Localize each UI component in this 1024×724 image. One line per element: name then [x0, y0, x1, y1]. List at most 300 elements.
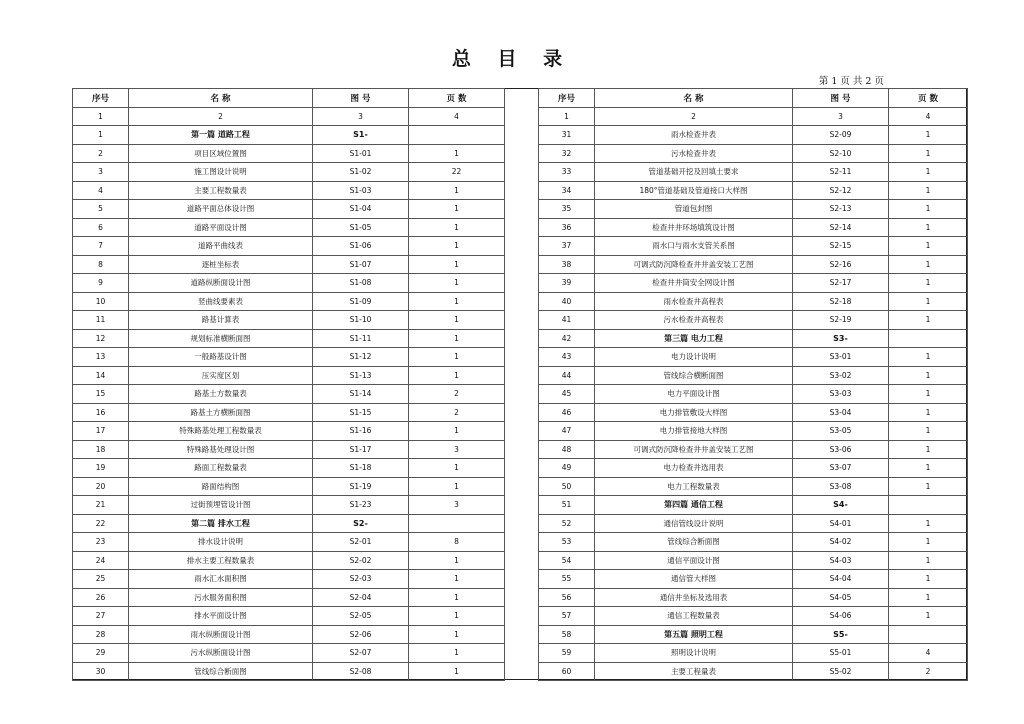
cell-name: 道路平面总体设计图 — [129, 200, 313, 219]
cell-page-count: 1 — [409, 329, 505, 348]
table-row — [73, 311, 505, 330]
table-row — [73, 551, 505, 570]
cell-drawing-code: S4- — [793, 496, 889, 515]
cell-drawing-code: S2-02 — [313, 551, 409, 570]
cell-drawing-code: S3-07 — [793, 459, 889, 478]
cell-page-count: 2 — [409, 403, 505, 422]
header-no: 序号 — [539, 89, 595, 108]
cell-page-count: 1 — [889, 237, 968, 256]
cell-page-count: 1 — [889, 218, 968, 237]
column-number: 3 — [793, 107, 889, 126]
cell-page-count: 1 — [409, 644, 505, 663]
table-row — [539, 144, 968, 163]
cell-number: 10 — [73, 292, 129, 311]
cell-number: 2 — [73, 144, 129, 163]
table-row — [73, 366, 505, 385]
table-row — [539, 644, 968, 663]
cell-drawing-code: S2-14 — [793, 218, 889, 237]
table-row — [539, 255, 968, 274]
cell-number: 16 — [73, 403, 129, 422]
cell-name: 第三篇 电力工程 — [595, 329, 793, 348]
cell-number: 55 — [539, 570, 595, 589]
header-code: 图 号 — [313, 89, 409, 108]
cell-drawing-code: S4-05 — [793, 588, 889, 607]
cell-name: 特殊路基处理工程数量表 — [129, 422, 313, 441]
cell-name: 项目区域位置图 — [129, 144, 313, 163]
cell-drawing-code: S2-19 — [793, 311, 889, 330]
cell-name: 主要工程量表 — [595, 662, 793, 681]
cell-name: 竖曲线要素表 — [129, 292, 313, 311]
cell-name: 电力排管敷设大样图 — [595, 403, 793, 422]
cell-name: 道路平曲线表 — [129, 237, 313, 256]
cell-drawing-code: S2-07 — [313, 644, 409, 663]
cell-page-count: 1 — [409, 218, 505, 237]
cell-drawing-code: S2-13 — [793, 200, 889, 219]
cell-number: 46 — [539, 403, 595, 422]
cell-drawing-code: S1-23 — [313, 496, 409, 515]
cell-name: 电力排管接地大样图 — [595, 422, 793, 441]
cell-name: 污水服务面积图 — [129, 588, 313, 607]
section-row — [539, 496, 968, 515]
cell-drawing-code: S1-02 — [313, 163, 409, 182]
column-number: 2 — [595, 107, 793, 126]
cell-number: 22 — [73, 514, 129, 533]
cell-page-count: 1 — [409, 274, 505, 293]
cell-name: 道路纵断面设计图 — [129, 274, 313, 293]
table-row — [73, 163, 505, 182]
cell-page-count: 1 — [889, 163, 968, 182]
table-row — [73, 477, 505, 496]
cell-page-count: 1 — [889, 459, 968, 478]
cell-page-count: 1 — [409, 181, 505, 200]
cell-page-count: 1 — [409, 551, 505, 570]
cell-name: 第一篇 道路工程 — [129, 126, 313, 145]
cell-drawing-code: S1-16 — [313, 422, 409, 441]
cell-drawing-code: S1-10 — [313, 311, 409, 330]
cell-drawing-code: S4-02 — [793, 533, 889, 552]
header-no: 序号 — [73, 89, 129, 108]
table-row — [73, 440, 505, 459]
cell-drawing-code: S2-10 — [793, 144, 889, 163]
cell-number: 25 — [73, 570, 129, 589]
column-number: 1 — [73, 107, 129, 126]
column-number-row — [73, 107, 505, 126]
column-number: 4 — [889, 107, 968, 126]
cell-page-count: 1 — [889, 126, 968, 145]
cell-number: 23 — [73, 533, 129, 552]
cell-page-count: 1 — [409, 292, 505, 311]
table-row — [73, 588, 505, 607]
header-pages: 页 数 — [409, 89, 505, 108]
cell-name: 通信管大样图 — [595, 570, 793, 589]
index-table-right — [538, 88, 968, 681]
cell-drawing-code: S2- — [313, 514, 409, 533]
cell-name: 雨水检查井表 — [595, 126, 793, 145]
cell-page-count: 1 — [409, 477, 505, 496]
table-row — [73, 218, 505, 237]
cell-drawing-code: S4-06 — [793, 607, 889, 626]
cell-number: 12 — [73, 329, 129, 348]
cell-page-count: 1 — [889, 551, 968, 570]
cell-page-count: 1 — [409, 237, 505, 256]
cell-page-count: 1 — [409, 607, 505, 626]
cell-number: 43 — [539, 348, 595, 367]
cell-name: 管线综合断面图 — [595, 533, 793, 552]
page-title: 总 目 录 — [451, 48, 573, 70]
cell-name: 雨水检查井高程表 — [595, 292, 793, 311]
cell-name: 第四篇 通信工程 — [595, 496, 793, 515]
cell-number: 6 — [73, 218, 129, 237]
table-row — [539, 274, 968, 293]
cell-page-count: 1 — [889, 477, 968, 496]
table-row — [539, 514, 968, 533]
cell-page-count: 1 — [409, 422, 505, 441]
table-row — [73, 181, 505, 200]
cell-page-count: 4 — [889, 644, 968, 663]
cell-name: 可调式防沉降检查井井盖安装工艺图 — [595, 440, 793, 459]
table-row — [539, 477, 968, 496]
cell-page-count: 2 — [409, 385, 505, 404]
cell-name: 排水主要工程数量表 — [129, 551, 313, 570]
cell-drawing-code: S5- — [793, 625, 889, 644]
cell-number: 38 — [539, 255, 595, 274]
cell-drawing-code: S1-05 — [313, 218, 409, 237]
cell-page-count: 1 — [889, 385, 968, 404]
cell-drawing-code: S2-16 — [793, 255, 889, 274]
cell-name: 逐桩坐标表 — [129, 255, 313, 274]
cell-page-count: 3 — [409, 496, 505, 515]
cell-drawing-code: S2-01 — [313, 533, 409, 552]
cell-drawing-code: S2-18 — [793, 292, 889, 311]
cell-number: 31 — [539, 126, 595, 145]
header-code: 图 号 — [793, 89, 889, 108]
cell-number: 8 — [73, 255, 129, 274]
cell-page-count — [889, 625, 968, 644]
table-row — [73, 329, 505, 348]
table-row — [539, 237, 968, 256]
cell-number: 41 — [539, 311, 595, 330]
table-row — [539, 181, 968, 200]
table-row — [73, 644, 505, 663]
cell-name: 管线综合断面图 — [129, 662, 313, 681]
table-row — [73, 144, 505, 163]
cell-drawing-code: S1-01 — [313, 144, 409, 163]
table-row — [73, 274, 505, 293]
cell-drawing-code: S1-11 — [313, 329, 409, 348]
table-row — [73, 403, 505, 422]
cell-name: 第二篇 排水工程 — [129, 514, 313, 533]
header-pages: 页 数 — [889, 89, 968, 108]
cell-page-count: 1 — [889, 440, 968, 459]
cell-number: 15 — [73, 385, 129, 404]
cell-number: 37 — [539, 237, 595, 256]
cell-number: 21 — [73, 496, 129, 515]
cell-page-count: 1 — [889, 422, 968, 441]
section-row — [539, 329, 968, 348]
cell-name: 主要工程数量表 — [129, 181, 313, 200]
table-row — [539, 366, 968, 385]
cell-drawing-code: S1-07 — [313, 255, 409, 274]
cell-drawing-code: S5-02 — [793, 662, 889, 681]
cell-number: 27 — [73, 607, 129, 626]
cell-number: 51 — [539, 496, 595, 515]
table-row — [539, 533, 968, 552]
cell-page-count: 1 — [889, 514, 968, 533]
cell-name: 电力设计说明 — [595, 348, 793, 367]
cell-name: 压实度区划 — [129, 366, 313, 385]
cell-page-count: 1 — [889, 348, 968, 367]
cell-page-count — [409, 514, 505, 533]
cell-name: 过街预埋管设计图 — [129, 496, 313, 515]
table-row — [539, 385, 968, 404]
cell-name: 第五篇 照明工程 — [595, 625, 793, 644]
table-row — [73, 496, 505, 515]
cell-number: 50 — [539, 477, 595, 496]
cell-number: 14 — [73, 366, 129, 385]
cell-name: 检查井井环场填筑设计图 — [595, 218, 793, 237]
cell-name: 路面工程数量表 — [129, 459, 313, 478]
cell-number: 39 — [539, 274, 595, 293]
cell-drawing-code: S3-04 — [793, 403, 889, 422]
cell-name: 管道基础开挖及回填土要求 — [595, 163, 793, 182]
table-row — [539, 311, 968, 330]
cell-page-count: 1 — [409, 348, 505, 367]
cell-drawing-code: S1-04 — [313, 200, 409, 219]
table-row — [539, 218, 968, 237]
cell-number: 18 — [73, 440, 129, 459]
cell-drawing-code: S3-03 — [793, 385, 889, 404]
cell-name: 排水平面设计图 — [129, 607, 313, 626]
cell-drawing-code: S3- — [793, 329, 889, 348]
table-row — [539, 348, 968, 367]
cell-drawing-code: S1-18 — [313, 459, 409, 478]
cell-name: 检查井井筒安全网设计图 — [595, 274, 793, 293]
cell-page-count: 2 — [889, 662, 968, 681]
cell-number: 40 — [539, 292, 595, 311]
cell-number: 44 — [539, 366, 595, 385]
table-row — [73, 625, 505, 644]
cell-page-count: 1 — [889, 274, 968, 293]
cell-name: 路基计算表 — [129, 311, 313, 330]
cell-drawing-code: S2-11 — [793, 163, 889, 182]
table-row — [73, 607, 505, 626]
cell-page-count — [409, 126, 505, 145]
table-row — [539, 292, 968, 311]
cell-drawing-code: S2-15 — [793, 237, 889, 256]
cell-page-count: 8 — [409, 533, 505, 552]
cell-name: 通信井坐标及选用表 — [595, 588, 793, 607]
table-row — [73, 348, 505, 367]
header-name: 名 称 — [129, 89, 313, 108]
cell-number: 9 — [73, 274, 129, 293]
table-row — [539, 570, 968, 589]
cell-number: 4 — [73, 181, 129, 200]
cell-page-count: 1 — [889, 607, 968, 626]
cell-page-count: 1 — [889, 181, 968, 200]
cell-drawing-code: S1-03 — [313, 181, 409, 200]
table-row — [73, 292, 505, 311]
table-row — [73, 459, 505, 478]
cell-number: 45 — [539, 385, 595, 404]
cell-drawing-code: S3-06 — [793, 440, 889, 459]
cell-drawing-code: S2-12 — [793, 181, 889, 200]
cell-number: 26 — [73, 588, 129, 607]
cell-number: 20 — [73, 477, 129, 496]
cell-name: 可调式防沉降检查井井盖安装工艺图 — [595, 255, 793, 274]
header-name: 名 称 — [595, 89, 793, 108]
table-row — [539, 440, 968, 459]
cell-name: 通信平面设计图 — [595, 551, 793, 570]
cell-number: 47 — [539, 422, 595, 441]
cell-drawing-code: S2-03 — [313, 570, 409, 589]
cell-drawing-code: S3-02 — [793, 366, 889, 385]
cell-page-count: 1 — [889, 311, 968, 330]
cell-number: 36 — [539, 218, 595, 237]
cell-name: 路基土方横断面图 — [129, 403, 313, 422]
cell-number: 29 — [73, 644, 129, 663]
cell-drawing-code: S1-13 — [313, 366, 409, 385]
page-number-info: 第 1 页 共 2 页 — [818, 76, 884, 87]
header-row — [73, 89, 505, 108]
cell-page-count: 1 — [889, 144, 968, 163]
column-number: 3 — [313, 107, 409, 126]
cell-name: 通信工程数量表 — [595, 607, 793, 626]
cell-drawing-code: S1-19 — [313, 477, 409, 496]
cell-name: 排水设计说明 — [129, 533, 313, 552]
cell-drawing-code: S3-08 — [793, 477, 889, 496]
cell-drawing-code: S4-01 — [793, 514, 889, 533]
cell-page-count: 1 — [409, 588, 505, 607]
table-row — [539, 551, 968, 570]
cell-name: 电力检查井选用表 — [595, 459, 793, 478]
section-row — [539, 625, 968, 644]
cell-name: 特殊路基处理设计图 — [129, 440, 313, 459]
cell-name: 管道包封图 — [595, 200, 793, 219]
cell-name: 电力工程数量表 — [595, 477, 793, 496]
cell-name: 180°管道基础及管道接口大样图 — [595, 181, 793, 200]
cell-drawing-code: S4-04 — [793, 570, 889, 589]
cell-number: 1 — [73, 126, 129, 145]
cell-drawing-code: S2-06 — [313, 625, 409, 644]
header-row — [539, 89, 968, 108]
cell-page-count: 1 — [409, 662, 505, 681]
cell-name: 污水纵断面设计图 — [129, 644, 313, 663]
table-row — [539, 163, 968, 182]
cell-drawing-code: S2-09 — [793, 126, 889, 145]
cell-page-count: 1 — [409, 570, 505, 589]
cell-page-count: 1 — [889, 588, 968, 607]
cell-number: 59 — [539, 644, 595, 663]
cell-number: 11 — [73, 311, 129, 330]
cell-drawing-code: S1-15 — [313, 403, 409, 422]
cell-number: 53 — [539, 533, 595, 552]
cell-page-count: 1 — [409, 366, 505, 385]
cell-page-count: 22 — [409, 163, 505, 182]
cell-name: 雨水纵断面设计图 — [129, 625, 313, 644]
cell-number: 54 — [539, 551, 595, 570]
cell-number: 60 — [539, 662, 595, 681]
section-row — [73, 126, 505, 145]
cell-page-count: 1 — [889, 200, 968, 219]
table-row — [73, 662, 505, 681]
cell-drawing-code: S1-14 — [313, 385, 409, 404]
table-row — [539, 588, 968, 607]
table-row — [539, 126, 968, 145]
table-row — [539, 459, 968, 478]
cell-drawing-code: S3-05 — [793, 422, 889, 441]
cell-drawing-code: S2-08 — [313, 662, 409, 681]
column-number-row — [539, 107, 968, 126]
cell-name: 雨水汇水面积图 — [129, 570, 313, 589]
cell-name: 电力平面设计图 — [595, 385, 793, 404]
table-row — [73, 237, 505, 256]
table-row — [73, 255, 505, 274]
cell-page-count: 3 — [409, 440, 505, 459]
cell-name: 施工图设计说明 — [129, 163, 313, 182]
cell-drawing-code: S1- — [313, 126, 409, 145]
cell-page-count — [889, 329, 968, 348]
section-row — [73, 514, 505, 533]
cell-number: 5 — [73, 200, 129, 219]
cell-number: 49 — [539, 459, 595, 478]
cell-page-count: 1 — [889, 255, 968, 274]
cell-page-count: 1 — [889, 292, 968, 311]
cell-name: 路基土方数量表 — [129, 385, 313, 404]
cell-drawing-code: S1-12 — [313, 348, 409, 367]
cell-page-count: 1 — [889, 366, 968, 385]
cell-number: 28 — [73, 625, 129, 644]
table-row — [73, 422, 505, 441]
cell-drawing-code: S2-17 — [793, 274, 889, 293]
table-row — [539, 422, 968, 441]
cell-page-count: 1 — [889, 533, 968, 552]
table-row — [539, 200, 968, 219]
cell-drawing-code: S4-03 — [793, 551, 889, 570]
cell-drawing-code: S5-01 — [793, 644, 889, 663]
cell-drawing-code: S1-06 — [313, 237, 409, 256]
table-row — [73, 200, 505, 219]
cell-number: 30 — [73, 662, 129, 681]
cell-drawing-code: S3-01 — [793, 348, 889, 367]
column-number: 4 — [409, 107, 505, 126]
cell-drawing-code: S1-17 — [313, 440, 409, 459]
cell-name: 通信管线设计说明 — [595, 514, 793, 533]
cell-name: 污水检查井表 — [595, 144, 793, 163]
cell-page-count: 1 — [409, 200, 505, 219]
cell-number: 3 — [73, 163, 129, 182]
cell-number: 57 — [539, 607, 595, 626]
cell-name: 路面结构图 — [129, 477, 313, 496]
cell-number: 13 — [73, 348, 129, 367]
cell-name: 照明设计说明 — [595, 644, 793, 663]
cell-number: 35 — [539, 200, 595, 219]
cell-page-count: 1 — [889, 403, 968, 422]
cell-name: 管线综合横断面图 — [595, 366, 793, 385]
cell-page-count: 1 — [409, 459, 505, 478]
cell-number: 17 — [73, 422, 129, 441]
cell-drawing-code: S1-09 — [313, 292, 409, 311]
cell-name: 污水检查井高程表 — [595, 311, 793, 330]
cell-number: 19 — [73, 459, 129, 478]
cell-number: 52 — [539, 514, 595, 533]
column-number: 1 — [539, 107, 595, 126]
cell-page-count: 1 — [409, 311, 505, 330]
index-table-left — [72, 88, 505, 681]
cell-number: 58 — [539, 625, 595, 644]
cell-number: 34 — [539, 181, 595, 200]
cell-number: 42 — [539, 329, 595, 348]
cell-number: 7 — [73, 237, 129, 256]
